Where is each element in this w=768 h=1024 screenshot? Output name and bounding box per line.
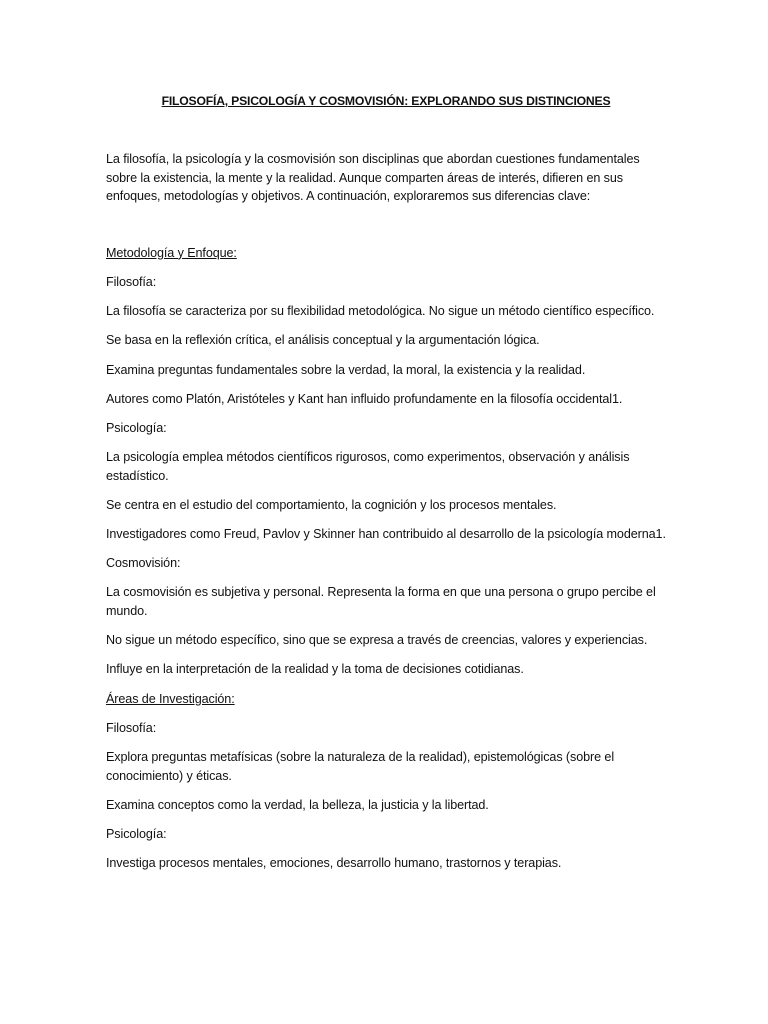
paragraph: Autores como Platón, Aristóteles y Kant han influido profundamente en la filosofía occidental1.: [106, 391, 623, 406]
subsection-label-cosmovision: Cosmovisión:: [106, 556, 181, 571]
paragraph: La psicología emplea métodos científicos rigurosos, como experimentos, observación y análisis estadístico.: [106, 450, 630, 483]
section-heading-areas: Áreas de Investigación:: [106, 691, 235, 706]
document-title: FILOSOFÍA, PSICOLOGÍA Y COSMOVISIÓN: EXPLORANDO SUS DISTINCIONES: [161, 94, 611, 108]
subsection-label-filosofia: Filosofía:: [106, 720, 157, 735]
paragraph: Examina preguntas fundamentales sobre la verdad, la moral, la existencia y la realidad.: [106, 362, 586, 377]
paragraph: Explora preguntas metafísicas (sobre la naturaleza de la realidad), epistemológicas (sobre el conocimiento) y éticas.: [106, 749, 615, 783]
subsection-label-filosofia: Filosofía:: [106, 274, 157, 289]
paragraph: La filosofía se caracteriza por su flexibilidad metodológica. No sigue un método científico específico.: [106, 304, 655, 319]
document-content: [106, 92, 666, 883]
paragraph: Examina conceptos como la verdad, la belleza, la justicia y la libertad.: [106, 797, 489, 812]
paragraph: Investiga procesos mentales, emociones, desarrollo humano, trastornos y terapias.: [106, 856, 562, 871]
paragraph: Influye en la interpretación de la realidad y la toma de decisiones cotidianas.: [106, 662, 524, 677]
paragraph: La cosmovisión es subjetiva y personal. Representa la forma en que una persona o grupo percibe el mundo.: [106, 585, 656, 619]
paragraph: No sigue un método específico, sino que se expresa a través de creencias, valores y experiencias.: [106, 633, 648, 648]
section-heading-metodologia: Metodología y Enfoque:: [106, 245, 237, 260]
intro-paragraph: La filosofía, la psicología y la cosmovisión son disciplinas que abordan cuestiones fundamentales sobre la existencia, la mente y la realidad. Aunque comparten áreas de interés, difieren en sus enfoques, metodologías y objetivos. A continuación, exploraremos sus diferencias clave:: [106, 152, 640, 204]
subsection-label-psicologia: Psicología:: [106, 420, 167, 435]
paragraph: Se centra en el estudio del comportamiento, la cognición y los procesos mentales.: [106, 497, 557, 512]
subsection-label-psicologia: Psicología:: [106, 826, 167, 841]
paragraph: Investigadores como Freud, Pavlov y Skinner han contribuido al desarrollo de la psicología moderna1.: [106, 527, 666, 542]
paragraph: Se basa en la reflexión crítica, el análisis conceptual y la argumentación lógica.: [106, 333, 540, 348]
